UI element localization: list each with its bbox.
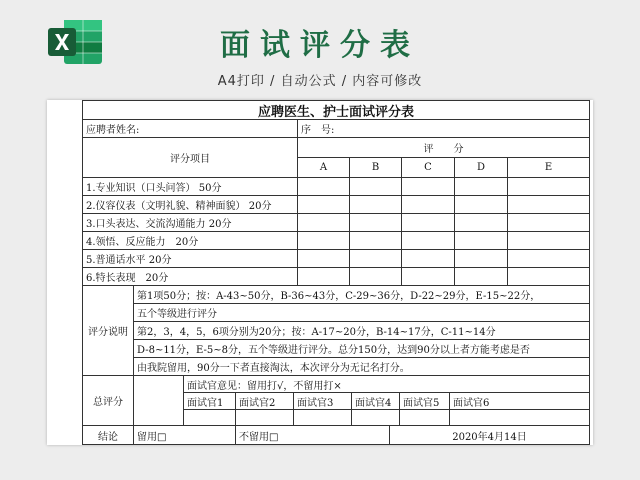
grade-c: C: [402, 158, 455, 178]
item-row-1: 1.专业知识（口头问答） 50分: [82, 178, 298, 196]
score-cell[interactable]: [350, 178, 402, 196]
score-cell[interactable]: [455, 196, 508, 214]
explanation-line-4: D-8~11分，E-5~8分，五个等级进行评分。总分150分，达到90分以上者方能考虑是否: [134, 340, 590, 358]
applicant-name-label[interactable]: 应聘者姓名:: [82, 120, 298, 138]
explanation-line-3: 第2，3，4，5，6项分别为20分；按：A-17~20分，B-14~17分，C-11~14分: [134, 322, 590, 340]
score-cell[interactable]: [455, 232, 508, 250]
score-cell[interactable]: [455, 214, 508, 232]
score-cell[interactable]: [508, 178, 590, 196]
item-row-5: 5.普通话水平 20分: [82, 250, 298, 268]
grade-b: B: [350, 158, 402, 178]
interviewer-6: 面试官6: [450, 393, 590, 410]
score-cell[interactable]: [508, 250, 590, 268]
item-row-6: 6.特长表现 20分: [82, 268, 298, 286]
score-cell[interactable]: [350, 268, 402, 286]
page-title: 面试评分表: [220, 28, 420, 63]
score-cell[interactable]: [508, 196, 590, 214]
explanation-line-2: 五个等级进行评分: [134, 304, 590, 322]
score-cell[interactable]: [455, 268, 508, 286]
interviewer-score-cell[interactable]: [400, 410, 450, 426]
total-score-label: 总评分: [82, 376, 134, 426]
grade-e: E: [508, 158, 590, 178]
interviewer-5: 面试官5: [400, 393, 450, 410]
score-cell[interactable]: [402, 214, 455, 232]
interviewer-score-cell[interactable]: [352, 410, 400, 426]
score-cell[interactable]: [350, 196, 402, 214]
conclusion-label: 结论: [82, 426, 134, 445]
score-cell[interactable]: [508, 232, 590, 250]
item-row-3: 3.口头表达、交流沟通能力 20分: [82, 214, 298, 232]
score-cell[interactable]: [508, 268, 590, 286]
score-cell[interactable]: [350, 214, 402, 232]
grade-a: A: [298, 158, 350, 178]
score-cell[interactable]: [350, 232, 402, 250]
score-cell[interactable]: [298, 178, 350, 196]
interviewer-3: 面试官3: [294, 393, 352, 410]
interviewer-score-cell[interactable]: [450, 410, 590, 426]
page-subtitle: A4打印 / 自动公式 / 内容可修改: [217, 74, 423, 89]
interviewer-score-cell[interactable]: [184, 410, 236, 426]
keep-checkbox[interactable]: 留用□: [134, 426, 236, 445]
banner: [0, 0, 640, 96]
grade-d: D: [455, 158, 508, 178]
items-header: 评分项目: [82, 138, 298, 178]
explanation-line-5: 由我院留用，90分一下者直接淘汰，本次评分为无记名打分。: [134, 358, 590, 376]
form-date: 2020年4月14日: [390, 426, 590, 445]
sequence-label[interactable]: 序 号:: [298, 120, 590, 138]
score-cell[interactable]: [298, 214, 350, 232]
interviewer-opinion: 面试官意见：留用打√，不留用打×: [184, 376, 590, 393]
interviewer-score-cell[interactable]: [236, 410, 294, 426]
score-cell[interactable]: [455, 178, 508, 196]
interviewer-4: 面试官4: [352, 393, 400, 410]
score-cell[interactable]: [402, 268, 455, 286]
interviewer-score-cell[interactable]: [294, 410, 352, 426]
score-cell[interactable]: [402, 178, 455, 196]
score-cell[interactable]: [402, 196, 455, 214]
item-row-2: 2.仪容仪表（文明礼貌、精神面貌） 20分: [82, 196, 298, 214]
interviewer-1: 面试官1: [184, 393, 236, 410]
form-title: 应聘医生、护士面试评分表: [82, 100, 590, 120]
score-cell[interactable]: [350, 250, 402, 268]
interviewer-2: 面试官2: [236, 393, 294, 410]
reject-checkbox[interactable]: 不留用□: [236, 426, 390, 445]
score-cell[interactable]: [298, 232, 350, 250]
score-cell[interactable]: [402, 250, 455, 268]
score-header: 评 分: [298, 138, 590, 158]
score-cell[interactable]: [455, 250, 508, 268]
score-cell[interactable]: [298, 268, 350, 286]
score-cell[interactable]: [298, 250, 350, 268]
score-cell[interactable]: [402, 232, 455, 250]
total-score-value[interactable]: [134, 376, 184, 426]
explanation-label: 评分说明: [82, 286, 134, 376]
explanation-line-1: 第1项50分；按：A-43~50分，B-36~43分，C-29~36分，D-22~29分，E-15~22分，: [134, 286, 590, 304]
item-row-4: 4.领悟、反应能力 20分: [82, 232, 298, 250]
spreadsheet-sheet: [47, 100, 593, 445]
score-cell[interactable]: [298, 196, 350, 214]
score-cell[interactable]: [508, 214, 590, 232]
